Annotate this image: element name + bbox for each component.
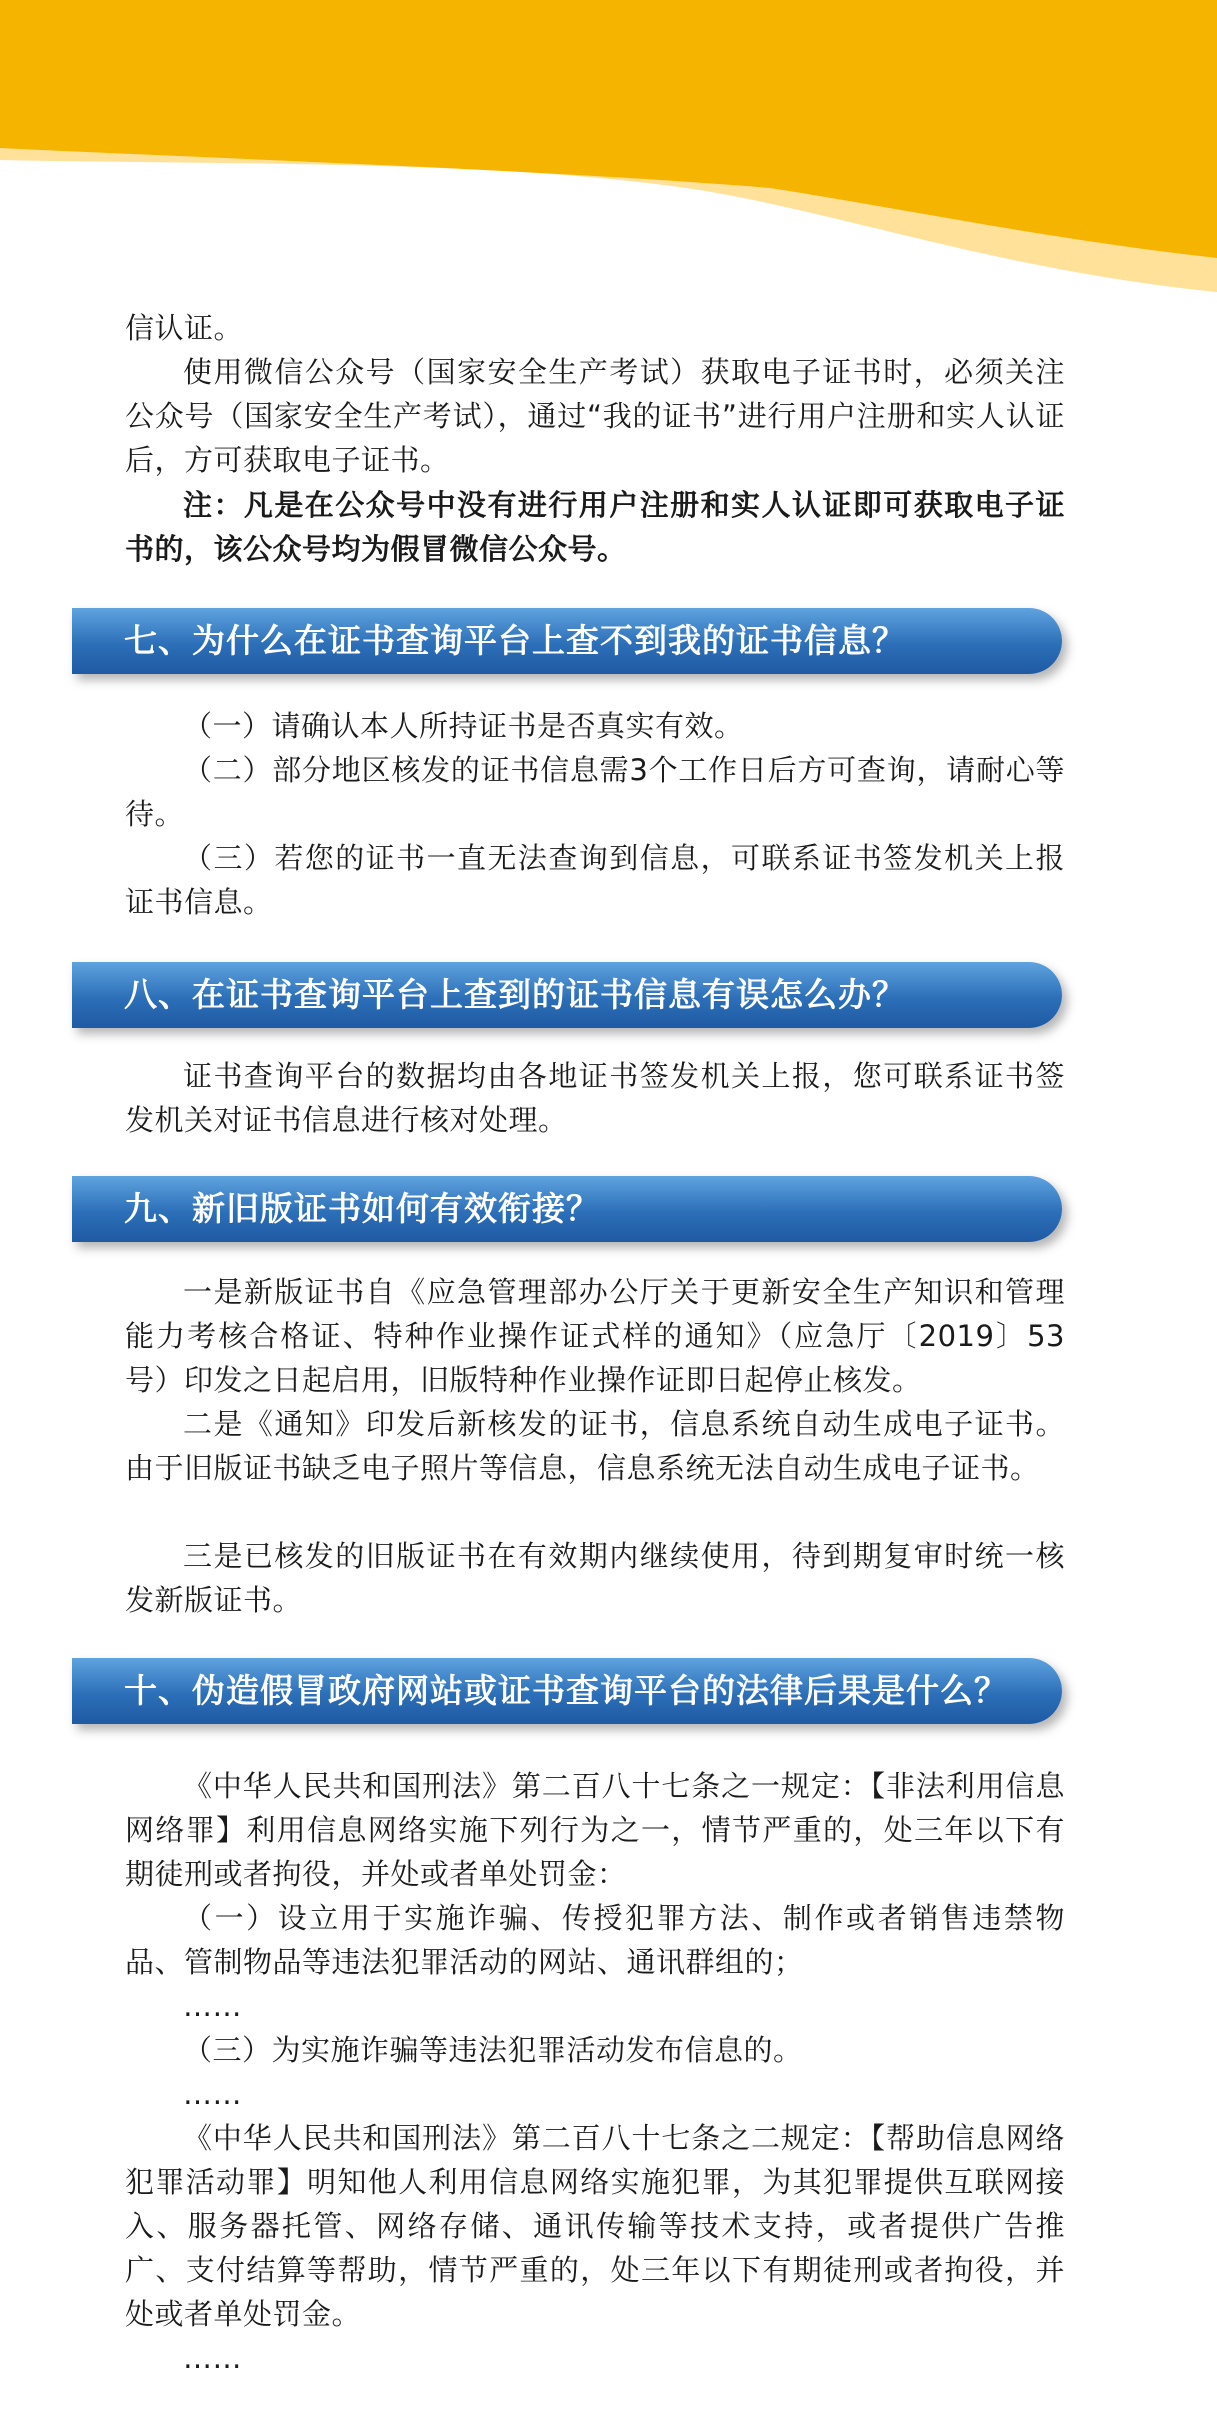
section-10-ellipsis-3: …… — [183, 2341, 242, 2375]
section-8-header — [72, 962, 1062, 1028]
section-9-paragraph-2: 二是《通知》印发后新核发的证书，信息系统自动生成电子证书。由于旧版证书缺乏电子照片等信息，信息系统无法自动生成电子证书。 — [125, 1407, 1065, 1485]
section-9-header — [72, 1176, 1062, 1242]
section-9-paragraph-1: 一是新版证书自《应急管理部办公厅关于更新安全生产知识和管理能力考核合格证、特种作业操作证式样的通知》（应急厅〔2019〕53号）印发之日起启用，旧版特种作业操作证即日起停止核发。 — [125, 1275, 1065, 1397]
section-7-title: 七、为什么在证书查询平台上查不到我的证书信息？ — [124, 621, 906, 660]
section-10-law-2: 《中华人民共和国刑法》第二百八十七条之二规定：【帮助信息网络犯罪活动罪】明知他人利用信息网络实施犯罪，为其犯罪提供互联网接入、服务器托管、网络存储、通讯传输等技术支持，或者提供广告推广、支付结算等帮助，情节严重的，处三年以下有期徒刑或者拘役，并处或者单处罚金。 — [125, 2121, 1065, 2331]
section-10-clause-3: （三）为实施诈骗等违法犯罪活动发布信息的。 — [183, 2033, 803, 2067]
section-8-title: 八、在证书查询平台上查到的证书信息有误怎么办？ — [124, 975, 906, 1014]
section-7-item-2: （二）部分地区核发的证书信息需3个工作日后方可查询，请耐心等待。 — [125, 753, 1065, 831]
section-7-item-3: （三）若您的证书一直无法查询到信息，可联系证书签发机关上报证书信息。 — [125, 841, 1065, 919]
section-10-clause-1: （一）设立用于实施诈骗、传授犯罪方法、制作或者销售违禁物品、管制物品等违法犯罪活动的网站、通讯群组的； — [125, 1901, 1065, 1979]
section-10-title: 十、伪造假冒政府网站或证书查询平台的法律后果是什么？ — [124, 1671, 1008, 1710]
section-7-header — [72, 608, 1062, 674]
fake-account-note: 注：凡是在公众号中没有进行用户注册和实人认证即可获取电子证书的，该公众号均为假冒微信公众号。 — [125, 488, 1065, 566]
section-9-title: 九、新旧版证书如何有效衔接？ — [124, 1189, 600, 1228]
wechat-instruction-paragraph: 使用微信公众号（国家安全生产考试）获取电子证书时，必须关注公众号（国家安全生产考试），通过“我的证书”进行用户注册和实人认证后，方可获取电子证书。 — [125, 355, 1065, 477]
section-10-law-1: 《中华人民共和国刑法》第二百八十七条之一规定：【非法利用信息网络罪】利用信息网络实施下列行为之一，情节严重的，处三年以下有期徒刑或者拘役，并处或者单处罚金： — [125, 1769, 1065, 1891]
section-7-item-1: （一）请确认本人所持证书是否真实有效。 — [183, 709, 744, 743]
section-8-paragraph: 证书查询平台的数据均由各地证书签发机关上报，您可联系证书签发机关对证书信息进行核对处理。 — [125, 1059, 1065, 1137]
continued-paragraph: 信认证。 — [125, 311, 244, 345]
section-9-paragraph-3: 三是已核发的旧版证书在有效期内继续使用，待到期复审时统一核发新版证书。 — [125, 1539, 1065, 1617]
section-10-ellipsis-2: …… — [183, 2077, 242, 2111]
top-decorative-banner — [0, 0, 1217, 300]
section-10-header — [72, 1658, 1062, 1724]
section-10-ellipsis-1: …… — [183, 1989, 242, 2023]
